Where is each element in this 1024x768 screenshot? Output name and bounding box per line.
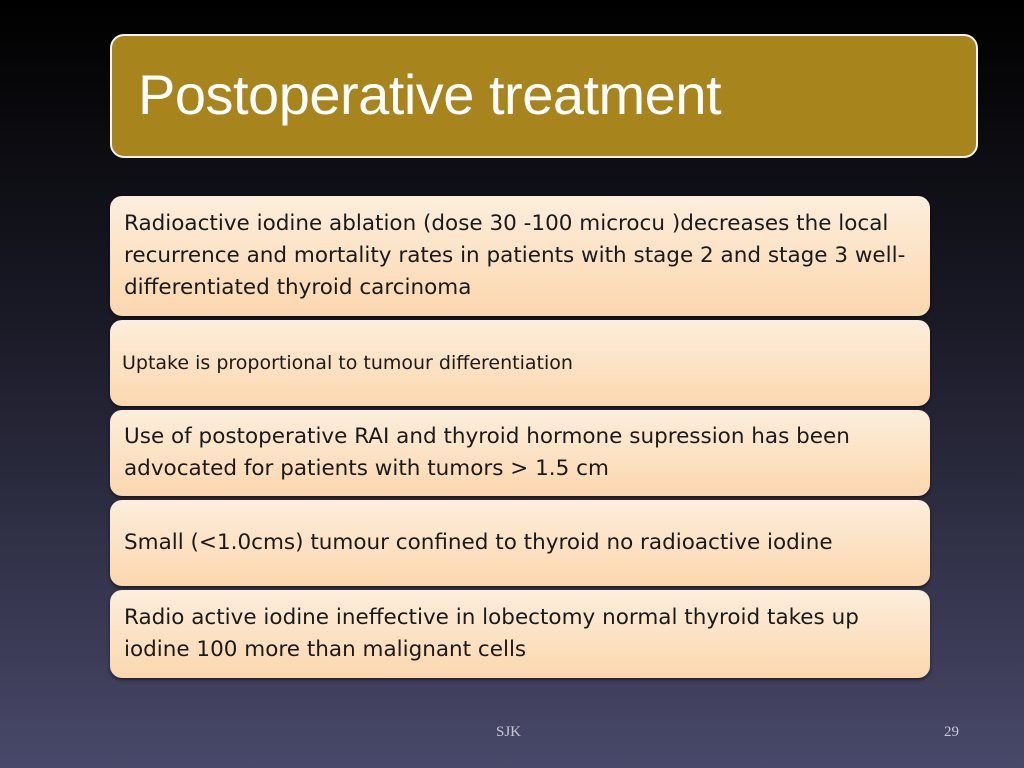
bullet-text: Use of postoperative RAI and thyroid hormone supression has been advocated for patients with tumors > 1.5 cm <box>124 424 850 481</box>
title-bar <box>110 34 978 158</box>
bullet-text: Radio active iodine ineffective in lobectomy normal thyroid takes up iodine 100 more than malignant cells <box>124 605 859 662</box>
footer-text: SJK <box>496 724 522 740</box>
bullet-text: Radioactive iodine ablation (dose 30 -100 microcu )decreases the local recurrence and mortality rates in patients with stage 2 and stage 3 well-differentiated thyroid carcinoma <box>124 211 906 300</box>
bullet-text: Small (<1.0cms) tumour confined to thyroid no radioactive iodine <box>124 530 833 555</box>
bullet-text: Uptake is proportional to tumour differentiation <box>122 352 573 374</box>
slide-title: Postoperative treatment <box>138 63 722 126</box>
bullet-box <box>110 500 930 586</box>
bullet-box <box>110 196 930 316</box>
page-number: 29 <box>944 724 959 740</box>
bullet-box <box>110 320 930 406</box>
bullet-box <box>110 410 930 496</box>
bullet-box <box>110 590 930 678</box>
